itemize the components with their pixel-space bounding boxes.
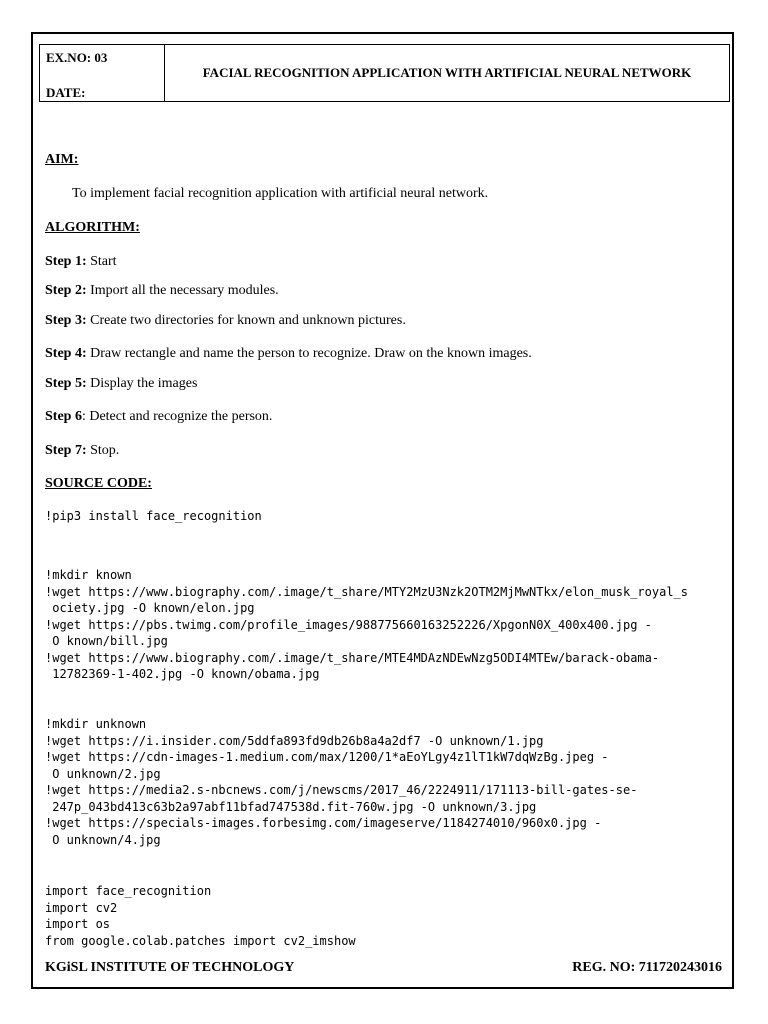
header-left-cell <box>40 45 165 101</box>
footer-regno: REG. NO: 711720243016 <box>572 960 722 975</box>
step-label: Step 1: <box>45 254 87 269</box>
step-4 <box>45 346 532 362</box>
header-table <box>39 44 730 102</box>
source-code-heading: SOURCE CODE: <box>45 476 152 491</box>
code-block-unknown: !mkdir unknown !wget https://i.insider.com/5ddfa893fd9db26b8a4a2df7 -O unknown/1.jpg !wget https://cdn-images-1.medium.com/max/1200/1*aEoYLgy4z1lT1kW7dqWzBg.jpeg - O unknown/2.jpg !wget https://media2.s-nbcnews.com/j/newscms/2017_46/2224911/171113-bill-gates-se- 247p_043bd413c63b2a97abf11bfad747538d.fit-760w.jpg -O unknown/3.jpg !wget https://specials-images.forbesimg.com/imageserve/1184274010/960x0.jpg - O unknown/4.jpg <box>45 717 638 847</box>
footer-institute: KGiSL INSTITUTE OF TECHNOLOGY <box>45 960 295 975</box>
step-2 <box>45 283 279 299</box>
step-text: Create two directories for known and unknown pictures. <box>86 313 406 328</box>
step-7 <box>45 443 119 459</box>
code-block-known: !mkdir known !wget https://www.biography.com/.image/t_share/MTY2MzU3Nzk2OTM2MjMwNTkx/elon_musk_royal_s ociety.jpg -O known/elon.jpg !wget https://pbs.twimg.com/profile_images/988775660163252226/XpgonN0X_400x400.jpg - O known/bill.jpg !wget https://www.biography.com/.image/t_share/MTE4MDAzNDEwNzg5ODI4MTEw/barack-obama- 12782369-1-402.jpg -O known/obama.jpg <box>45 568 688 681</box>
step-text: Import all the necessary modules. <box>86 283 279 298</box>
step-label: Step 6 <box>45 409 82 424</box>
step-text: Display the images <box>86 376 198 391</box>
header-title-cell <box>165 45 729 101</box>
step-1 <box>45 254 117 270</box>
step-text: : Detect and recognize the person. <box>81 409 273 424</box>
step-text: Start <box>86 254 117 269</box>
step-label: Step 3: <box>45 313 87 328</box>
code-block-install: !pip3 install face_recognition <box>45 509 262 523</box>
step-label: Step 7: <box>45 443 87 458</box>
exercise-number: EX.NO: 03 <box>46 50 108 65</box>
step-label: Step 5: <box>45 376 87 391</box>
code-block-imports: import face_recognition import cv2 import os from google.colab.patches import cv2_imshow <box>45 884 356 948</box>
step-text: Stop. <box>86 443 120 458</box>
aim-text: To implement facial recognition application with artificial neural network. <box>72 186 489 201</box>
algorithm-heading: ALGORITHM: <box>45 220 140 235</box>
step-6 <box>45 409 272 425</box>
aim-heading: AIM: <box>45 152 79 167</box>
document-title: FACIAL RECOGNITION APPLICATION WITH ARTIFICIAL NEURAL NETWORK <box>202 65 692 80</box>
step-5 <box>45 376 197 392</box>
step-label: Step 4: <box>45 346 87 361</box>
step-label: Step 2: <box>45 283 87 298</box>
date-label: DATE: <box>46 85 86 100</box>
step-text: Draw rectangle and name the person to recognize. Draw on the known images. <box>86 346 532 361</box>
step-3 <box>45 313 406 329</box>
